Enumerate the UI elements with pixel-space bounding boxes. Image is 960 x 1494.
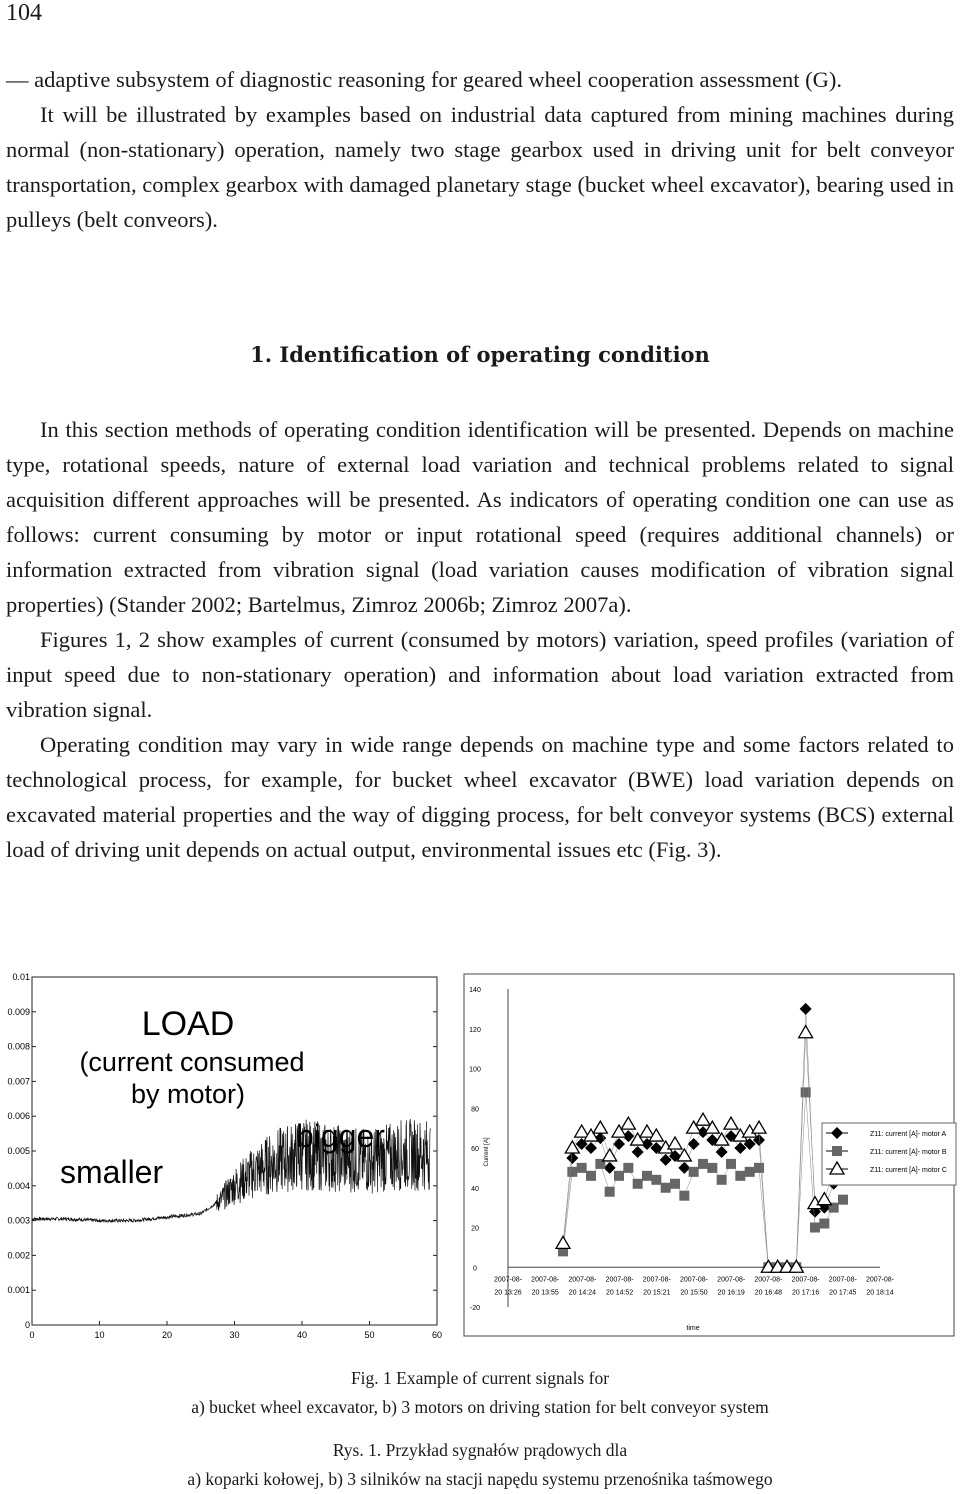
- y-tick-label: -20: [469, 1305, 481, 1312]
- data-point-triangle: [696, 1113, 710, 1125]
- x-tick-label-date: 2007-08-: [605, 1276, 634, 1284]
- x-tick-label-time: 20 15:21: [643, 1289, 671, 1297]
- annotation-load: LOAD: [141, 1005, 235, 1043]
- x-tick-label-time: 20 16:48: [754, 1289, 783, 1297]
- y-tick-label: 0.002: [7, 1250, 30, 1261]
- x-tick-label-time: 20 13:55: [531, 1289, 559, 1297]
- y-tick-label: 0.007: [7, 1076, 30, 1087]
- legend-entry: Z11: current [A]- motor B: [870, 1149, 947, 1156]
- x-tick-label-time: 20 14:52: [605, 1289, 634, 1297]
- annotation-by-motor: by motor): [130, 1079, 246, 1109]
- x-tick-label-time: 20 14:24: [568, 1289, 597, 1297]
- y-tick-label: 0.001: [7, 1285, 30, 1296]
- body-text-main: [6, 412, 954, 867]
- data-point-square: [810, 1223, 820, 1233]
- y-tick-label: 80: [471, 1106, 479, 1114]
- data-point-diamond: [716, 1146, 728, 1158]
- x-tick-label-date: 2007-08-: [865, 1276, 895, 1284]
- data-point-square: [679, 1191, 689, 1201]
- intro-paragraph: It will be illustrated by examples based on industrial data captured from mining machines during normal (non-stationary) operation, namely two stage gearbox used in driving unit for belt conveyor transportation, complex gearbox with damaged planetary stage (bucket wheel excavator), bearing used in pulleys (belt conveors).: [6, 102, 954, 232]
- data-point-square: [670, 1179, 680, 1189]
- y-tick-label: 0.006: [7, 1111, 30, 1122]
- paragraph-3: Operating condition may vary in wide range depends on machine type and some factors related to technological process, for example, for bucket wheel excavator (BWE) load variation depends on excavated material properties and the way of digging process, for belt conveyor systems (BCS) external load of driving unit depends on actual output, environmental issues etc (Fig. 3).: [6, 732, 954, 862]
- x-tick-label-date: 2007-08-: [791, 1276, 820, 1284]
- y-tick-label: 120: [469, 1026, 481, 1034]
- data-point-square: [726, 1159, 736, 1169]
- x-tick-label-date: 2007-08-: [568, 1276, 597, 1284]
- y-tick-label: 0: [24, 1320, 30, 1330]
- body-text-top: [6, 62, 954, 237]
- page-number: 104: [6, 0, 42, 26]
- annotation-bigger: bigger: [296, 1118, 385, 1154]
- data-point-triangle: [621, 1117, 635, 1129]
- x-tick-label-date: 2007-08-: [754, 1276, 783, 1284]
- x-tick-label: 40: [296, 1330, 308, 1340]
- x-tick-label-date: 2007-08-: [828, 1276, 857, 1284]
- data-point-square: [614, 1171, 624, 1181]
- x-tick-label: 20: [161, 1330, 173, 1340]
- x-tick-label-time: 20 15:50: [680, 1289, 708, 1297]
- data-point-diamond: [604, 1162, 616, 1174]
- chart-1b-xlabel: time: [686, 1325, 700, 1332]
- y-tick-label: 0.009: [7, 1006, 30, 1017]
- data-point-diamond: [688, 1138, 700, 1150]
- data-point-square: [605, 1187, 615, 1197]
- data-point-square: [567, 1167, 577, 1177]
- data-point-triangle: [575, 1125, 589, 1137]
- data-point-square: [651, 1175, 661, 1185]
- chart-1b-ylabel: Current [A]: [484, 1137, 490, 1167]
- paragraph-2: Figures 1, 2 show examples of current (consumed by motors) variation, speed profiles (variation of input speed due to non-stationary operation) and information about load variation extracted from vibration signal.: [6, 627, 954, 722]
- data-point-square: [577, 1163, 587, 1173]
- annotation-smaller: smaller: [60, 1154, 164, 1190]
- figure-1b-chart: [462, 972, 958, 1342]
- data-point-square: [717, 1175, 727, 1185]
- data-point-triangle: [640, 1125, 654, 1137]
- data-point-diamond: [613, 1138, 625, 1150]
- section-heading: 1. Identification of operating condition: [250, 342, 710, 367]
- y-tick-label: 140: [469, 987, 481, 994]
- x-tick-label: 0: [29, 1330, 35, 1340]
- data-point-square: [707, 1163, 717, 1173]
- x-tick-label-time: 20 13:26: [494, 1289, 522, 1297]
- data-point-diamond: [800, 1003, 812, 1015]
- caption-line-3: Rys. 1. Przykład sygnałów prądowych dla: [332, 1440, 628, 1460]
- chart-1b-plot: [464, 974, 956, 1336]
- y-tick-label: 60: [471, 1146, 479, 1153]
- data-point-square: [838, 1195, 848, 1205]
- y-tick-label: 0.01: [12, 972, 30, 982]
- data-point-triangle: [593, 1121, 607, 1133]
- data-point-square: [633, 1179, 643, 1189]
- legend-marker-square: [832, 1146, 842, 1156]
- x-tick-label-date: 2007-08-: [531, 1276, 560, 1284]
- x-tick-label-date: 2007-08-: [679, 1276, 709, 1284]
- data-point-square: [642, 1171, 652, 1181]
- data-point-square: [661, 1183, 671, 1193]
- x-tick-label-date: 2007-08-: [493, 1276, 523, 1284]
- data-point-square: [754, 1163, 764, 1173]
- legend-entry: Z11: current [A]- motor C: [870, 1167, 947, 1174]
- data-point-triangle: [668, 1137, 682, 1149]
- data-point-square: [698, 1159, 708, 1169]
- data-point-diamond: [632, 1146, 644, 1158]
- legend-entry: Z11: current [A]- motor A: [870, 1131, 947, 1138]
- data-point-triangle: [799, 1026, 813, 1038]
- data-point-square: [735, 1171, 745, 1181]
- data-point-square: [745, 1167, 755, 1177]
- data-point-diamond: [678, 1162, 690, 1174]
- x-tick-label-date: 2007-08-: [642, 1276, 671, 1284]
- figure-1a-chart: [0, 965, 460, 1345]
- caption-line-4: a) koparki kołowej, b) 3 silników na stacji napędu systemu przenośnika taśmowego: [187, 1469, 773, 1489]
- paragraph-1: In this section methods of operating condition identification will be presented. Depends on machine type, rotational speeds, nature of external load variation and technical problems related to signal acquisition different approaches will be presented. As indicators of operating condition one can use as follows: current consuming by motor or input rotational speed (requires additional channels) or information extracted from vibration signal (load variation causes modification of vibration signal properties) (Stander 2002; Bartelmus, Zimroz 2006b; Zimroz 2007a).: [6, 417, 954, 617]
- x-tick-label: 10: [94, 1330, 105, 1340]
- y-tick-label: 0.003: [7, 1215, 30, 1226]
- y-tick-label: 0.004: [7, 1180, 30, 1191]
- y-tick-label: 100: [469, 1066, 481, 1074]
- caption-line-2: a) bucket wheel excavator, b) 3 motors on driving station for belt conveyor system: [191, 1397, 769, 1417]
- y-tick-label: 0.008: [7, 1041, 30, 1052]
- data-point-triangle: [556, 1236, 570, 1248]
- y-tick-label: 0: [473, 1265, 477, 1273]
- x-tick-label: 60: [431, 1330, 443, 1340]
- x-tick-label-time: 20 17:45: [829, 1289, 857, 1297]
- series-line-motor-2: [563, 1033, 843, 1268]
- x-tick-label: 50: [364, 1330, 375, 1340]
- x-tick-label-time: 20 16:19: [717, 1289, 745, 1297]
- y-tick-label: 0.005: [7, 1146, 30, 1156]
- data-point-square: [586, 1171, 596, 1181]
- x-tick-label-date: 2007-08-: [717, 1276, 746, 1284]
- x-tick-label: 30: [229, 1330, 240, 1340]
- y-tick-label: 40: [471, 1185, 479, 1193]
- data-point-square: [623, 1163, 633, 1173]
- data-point-diamond: [566, 1152, 578, 1164]
- data-point-triangle: [752, 1121, 766, 1133]
- caption-line-1: Fig. 1 Example of current signals for: [350, 1368, 610, 1388]
- data-point-square: [819, 1219, 829, 1229]
- annotation-current-consumed: (current consumed: [79, 1047, 305, 1077]
- data-point-triangle: [724, 1117, 738, 1129]
- y-tick-label: 20: [471, 1225, 479, 1233]
- data-point-square: [689, 1167, 699, 1177]
- x-tick-label-time: 20 18:14: [866, 1289, 894, 1297]
- x-tick-label-time: 20 17:16: [791, 1289, 820, 1297]
- dash-list-item: — adaptive subsystem of diagnostic reasoning for geared wheel cooperation assessment (G).: [6, 67, 843, 92]
